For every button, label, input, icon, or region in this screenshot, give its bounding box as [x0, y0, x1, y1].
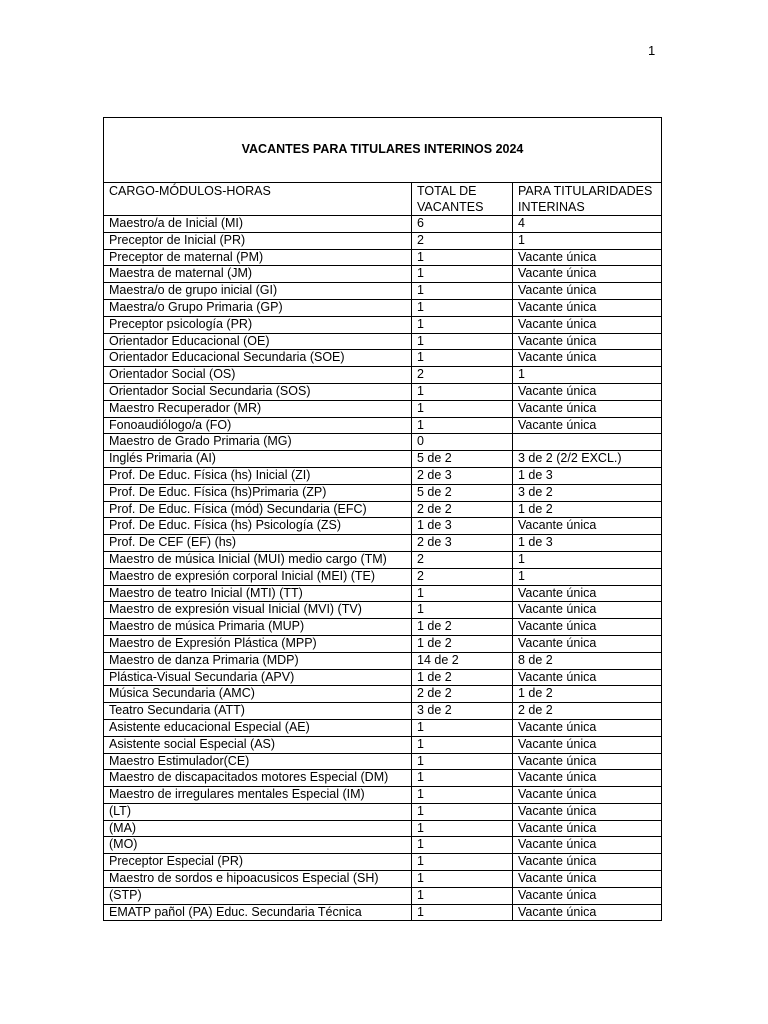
cell-total: 1: [412, 837, 513, 854]
cell-total: 2 de 2: [412, 686, 513, 703]
cell-total: 1: [412, 316, 513, 333]
cell-titularidad: Vacante única: [513, 249, 662, 266]
cell-cargo: Maestro de teatro Inicial (MTI) (TT): [104, 585, 412, 602]
table-row: [104, 837, 662, 854]
table-row: [104, 686, 662, 703]
cell-total: 1: [412, 854, 513, 871]
cell-total: 1: [412, 585, 513, 602]
cell-total: 2 de 3: [412, 535, 513, 552]
cell-total: 1: [412, 417, 513, 434]
cell-cargo: Asistente educacional Especial (AE): [104, 719, 412, 736]
cell-total: 1: [412, 266, 513, 283]
cell-titularidad: 1 de 2: [513, 686, 662, 703]
cell-total: 1: [412, 787, 513, 804]
cell-cargo: (STP): [104, 887, 412, 904]
cell-cargo: Maestro Estimulador(CE): [104, 753, 412, 770]
cell-titularidad: 2 de 2: [513, 703, 662, 720]
cell-titularidad: 1: [513, 551, 662, 568]
cell-cargo: (LT): [104, 803, 412, 820]
cell-titularidad: Vacante única: [513, 904, 662, 921]
cell-titularidad: Vacante única: [513, 803, 662, 820]
table-row: [104, 719, 662, 736]
table-row: [104, 551, 662, 568]
cell-total: 1: [412, 333, 513, 350]
cell-cargo: Maestro de música Primaria (MUP): [104, 619, 412, 636]
table-row: [104, 400, 662, 417]
cell-total: 5 de 2: [412, 451, 513, 468]
cell-titularidad: Vacante única: [513, 266, 662, 283]
cell-cargo: Maestro de expresión visual Inicial (MVI) (TV): [104, 602, 412, 619]
cell-cargo: (MO): [104, 837, 412, 854]
table-row: [104, 635, 662, 652]
cell-titularidad: Vacante única: [513, 417, 662, 434]
table-row: [104, 484, 662, 501]
table-row: [104, 803, 662, 820]
table-row: [104, 669, 662, 686]
cell-total: 2: [412, 367, 513, 384]
cell-titularidad: Vacante única: [513, 820, 662, 837]
table-row: [104, 367, 662, 384]
table-row: [104, 383, 662, 400]
cell-titularidad: Vacante única: [513, 871, 662, 888]
table-row: [104, 887, 662, 904]
cell-total: 6: [412, 216, 513, 233]
cell-titularidad: [513, 434, 662, 451]
cell-total: 1 de 2: [412, 619, 513, 636]
cell-titularidad: Vacante única: [513, 753, 662, 770]
table-row: [104, 585, 662, 602]
cell-titularidad: 3 de 2 (2/2 EXCL.): [513, 451, 662, 468]
table-row: [104, 299, 662, 316]
cell-total: 5 de 2: [412, 484, 513, 501]
cell-titularidad: Vacante única: [513, 518, 662, 535]
cell-cargo: Prof. De Educ. Física (mód) Secundaria (EFC): [104, 501, 412, 518]
table-row: [104, 820, 662, 837]
table-row: [104, 753, 662, 770]
cell-titularidad: Vacante única: [513, 635, 662, 652]
table-row: [104, 434, 662, 451]
cell-titularidad: Vacante única: [513, 283, 662, 300]
cell-titularidad: Vacante única: [513, 350, 662, 367]
table-row: [104, 467, 662, 484]
cell-cargo: Maestro/a de Inicial (MI): [104, 216, 412, 233]
table-row: [104, 871, 662, 888]
cell-total: 2 de 2: [412, 501, 513, 518]
cell-total: 1: [412, 887, 513, 904]
cell-titularidad: Vacante única: [513, 787, 662, 804]
cell-cargo: Maestra/o Grupo Primaria (GP): [104, 299, 412, 316]
cell-titularidad: Vacante única: [513, 602, 662, 619]
cell-titularidad: Vacante única: [513, 669, 662, 686]
cell-cargo: Plástica-Visual Secundaria (APV): [104, 669, 412, 686]
cell-titularidad: Vacante única: [513, 887, 662, 904]
cell-total: 1: [412, 904, 513, 921]
table-row: [104, 652, 662, 669]
table-row: [104, 451, 662, 468]
table-row: [104, 501, 662, 518]
table-row: [104, 787, 662, 804]
cell-total: 1: [412, 820, 513, 837]
cell-cargo: Maestro Recuperador (MR): [104, 400, 412, 417]
cell-total: 1: [412, 283, 513, 300]
cell-titularidad: Vacante única: [513, 299, 662, 316]
cell-cargo: Prof. De Educ. Física (hs) Psicología (ZS): [104, 518, 412, 535]
cell-cargo: Maestro de irregulares mentales Especial (IM): [104, 787, 412, 804]
table-title: VACANTES PARA TITULARES INTERINOS 2024: [104, 118, 662, 183]
table-row: [104, 249, 662, 266]
table-row: [104, 283, 662, 300]
table-row: [104, 216, 662, 233]
table-row: [104, 703, 662, 720]
cell-titularidad: 1: [513, 568, 662, 585]
cell-total: 1: [412, 871, 513, 888]
table-row: [104, 350, 662, 367]
cell-cargo: Orientador Educacional Secundaria (SOE): [104, 350, 412, 367]
cell-cargo: Maestro de Expresión Plástica (MPP): [104, 635, 412, 652]
table-row: [104, 854, 662, 871]
table-row: [104, 619, 662, 636]
cell-titularidad: Vacante única: [513, 837, 662, 854]
header-cargo: CARGO-MÓDULOS-HORAS: [104, 183, 412, 216]
cell-titularidad: Vacante única: [513, 719, 662, 736]
cell-cargo: Maestra/o de grupo inicial (GI): [104, 283, 412, 300]
cell-titularidad: Vacante única: [513, 770, 662, 787]
cell-total: 1: [412, 602, 513, 619]
cell-total: 2: [412, 551, 513, 568]
cell-cargo: Maestro de expresión corporal Inicial (MEI) (TE): [104, 568, 412, 585]
table-row: [104, 232, 662, 249]
cell-cargo: Inglés Primaria (AI): [104, 451, 412, 468]
cell-cargo: Prof. De CEF (EF) (hs): [104, 535, 412, 552]
cell-cargo: Fonoaudiólogo/a (FO): [104, 417, 412, 434]
cell-titularidad: 1 de 3: [513, 467, 662, 484]
cell-titularidad: Vacante única: [513, 854, 662, 871]
cell-total: 14 de 2: [412, 652, 513, 669]
table-row: [104, 535, 662, 552]
cell-total: 1: [412, 299, 513, 316]
cell-total: 1: [412, 350, 513, 367]
cell-cargo: Preceptor de maternal (PM): [104, 249, 412, 266]
header-total-vacantes: TOTAL DE VACANTES: [412, 183, 513, 216]
cell-cargo: Preceptor de Inicial (PR): [104, 232, 412, 249]
cell-cargo: Teatro Secundaria (ATT): [104, 703, 412, 720]
table-row: [104, 904, 662, 921]
cell-titularidad: Vacante única: [513, 316, 662, 333]
cell-titularidad: Vacante única: [513, 400, 662, 417]
table-row: [104, 568, 662, 585]
cell-total: 0: [412, 434, 513, 451]
cell-titularidad: 4: [513, 216, 662, 233]
cell-total: 1: [412, 803, 513, 820]
cell-total: 1: [412, 736, 513, 753]
cell-total: 1 de 3: [412, 518, 513, 535]
cell-total: 1: [412, 770, 513, 787]
cell-total: 1: [412, 400, 513, 417]
cell-cargo: Preceptor Especial (PR): [104, 854, 412, 871]
table-row: [104, 417, 662, 434]
cell-titularidad: Vacante única: [513, 333, 662, 350]
cell-titularidad: 1: [513, 232, 662, 249]
cell-titularidad: 3 de 2: [513, 484, 662, 501]
cell-titularidad: 1: [513, 367, 662, 384]
cell-total: 1: [412, 383, 513, 400]
cell-cargo: Maestro de discapacitados motores Especial (DM): [104, 770, 412, 787]
cell-titularidad: 1 de 2: [513, 501, 662, 518]
cell-total: 1 de 2: [412, 635, 513, 652]
vacancies-table: [103, 117, 662, 921]
cell-cargo: Maestro de danza Primaria (MDP): [104, 652, 412, 669]
table-row: [104, 602, 662, 619]
cell-titularidad: Vacante única: [513, 383, 662, 400]
cell-titularidad: Vacante única: [513, 619, 662, 636]
cell-cargo: Prof. De Educ. Física (hs) Inicial (ZI): [104, 467, 412, 484]
cell-cargo: (MA): [104, 820, 412, 837]
cell-cargo: Maestro de sordos e hipoacusicos Especial (SH): [104, 871, 412, 888]
cell-total: 3 de 2: [412, 703, 513, 720]
cell-cargo: Asistente social Especial (AS): [104, 736, 412, 753]
cell-total: 1 de 2: [412, 669, 513, 686]
cell-cargo: Orientador Social Secundaria (SOS): [104, 383, 412, 400]
cell-cargo: Orientador Educacional (OE): [104, 333, 412, 350]
table-header-row: [104, 183, 662, 216]
cell-cargo: EMATP pañol (PA) Educ. Secundaria Técnica: [104, 904, 412, 921]
cell-cargo: Música Secundaria (AMC): [104, 686, 412, 703]
cell-cargo: Prof. De Educ. Física (hs)Primaria (ZP): [104, 484, 412, 501]
cell-titularidad: Vacante única: [513, 585, 662, 602]
cell-total: 2 de 3: [412, 467, 513, 484]
header-titularidades: PARA TITULARIDADES INTERINAS: [513, 183, 662, 216]
cell-total: 1: [412, 753, 513, 770]
cell-cargo: Maestro de música Inicial (MUI) medio cargo (TM): [104, 551, 412, 568]
cell-total: 2: [412, 232, 513, 249]
cell-cargo: Preceptor psicología (PR): [104, 316, 412, 333]
cell-cargo: Maestro de Grado Primaria (MG): [104, 434, 412, 451]
cell-cargo: Orientador Social (OS): [104, 367, 412, 384]
cell-titularidad: Vacante única: [513, 736, 662, 753]
cell-total: 2: [412, 568, 513, 585]
cell-total: 1: [412, 719, 513, 736]
table-row: [104, 518, 662, 535]
cell-titularidad: 8 de 2: [513, 652, 662, 669]
table-row: [104, 736, 662, 753]
cell-titularidad: 1 de 3: [513, 535, 662, 552]
table-row: [104, 333, 662, 350]
page-number: 1: [648, 43, 656, 58]
table-row: [104, 266, 662, 283]
cell-total: 1: [412, 249, 513, 266]
table-row: [104, 316, 662, 333]
cell-cargo: Maestra de maternal (JM): [104, 266, 412, 283]
table-row: [104, 770, 662, 787]
